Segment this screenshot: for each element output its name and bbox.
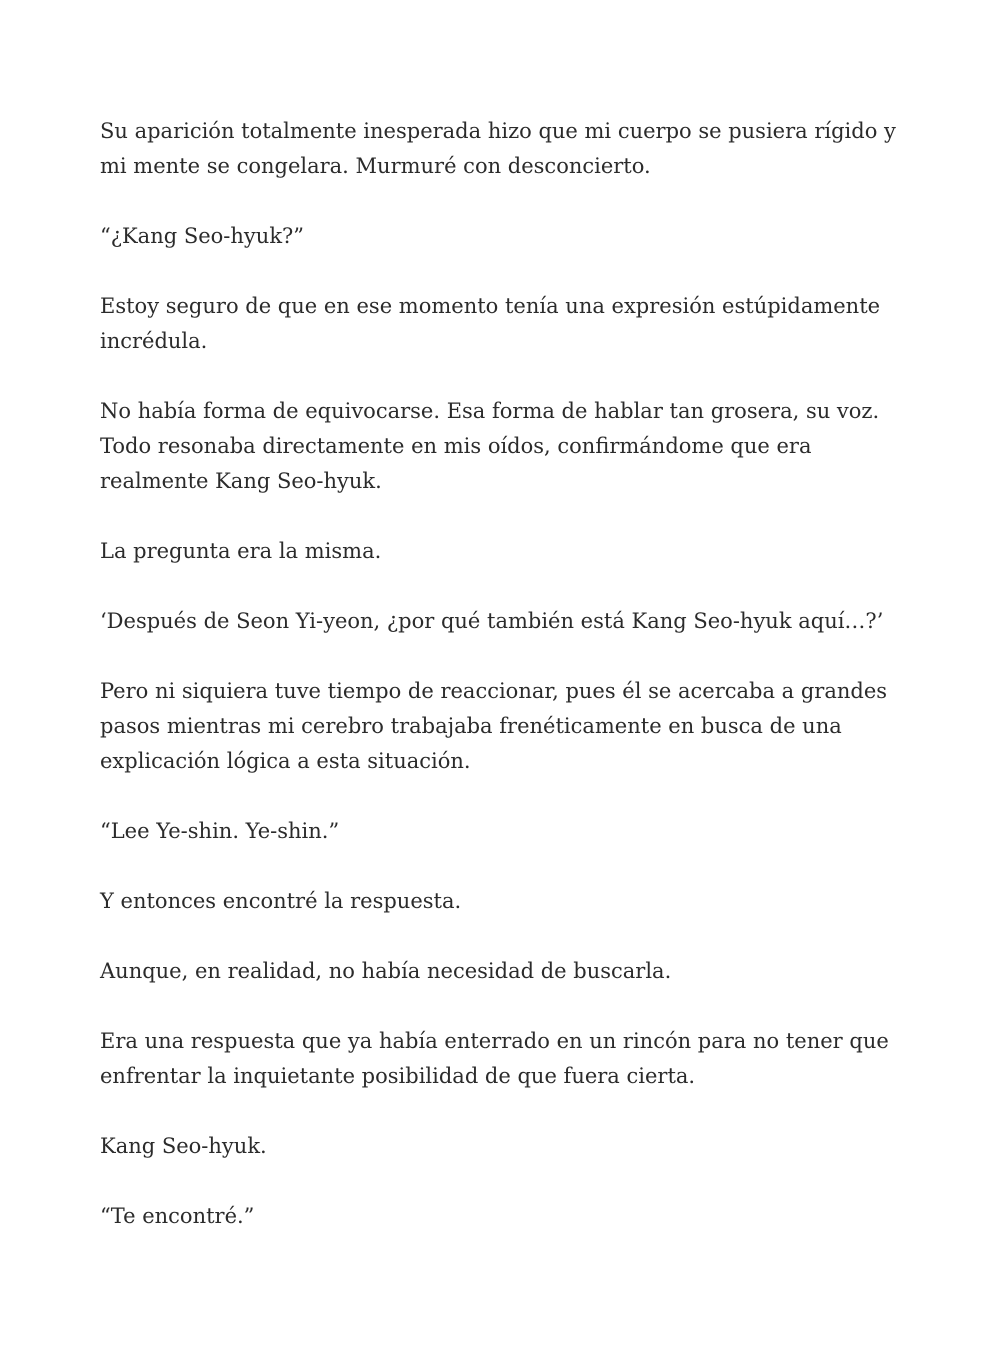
paragraph: “¿Kang Seo-hyuk?” <box>100 224 305 248</box>
paragraph: “Te encontré.” <box>100 1204 255 1228</box>
paragraph: Estoy seguro de que en ese momento tenía una expresión estúpidamente incrédula. <box>100 294 881 353</box>
paragraph: Su aparición totalmente inesperada hizo que mi cuerpo se pusiera rígido y mi mente se congelara. Murmuré con desconcierto. <box>100 119 896 178</box>
paragraph: No había forma de equivocarse. Esa forma de hablar tan grosera, su voz. Todo resonaba directamente en mis oídos, confirmándome que era realmente Kang Seo-hyuk. <box>100 399 880 493</box>
paragraph: La pregunta era la misma. <box>100 539 382 563</box>
paragraph: Kang Seo-hyuk. <box>100 1134 267 1158</box>
paragraph: ‘Después de Seon Yi-yeon, ¿por qué también está Kang Seo-hyuk aquí…?’ <box>100 609 884 633</box>
document-body <box>100 114 900 1269</box>
paragraph: Y entonces encontré la respuesta. <box>100 889 462 913</box>
paragraph: Aunque, en realidad, no había necesidad de buscarla. <box>100 959 672 983</box>
paragraph: “Lee Ye-shin. Ye-shin.” <box>100 819 340 843</box>
paragraph: Era una respuesta que ya había enterrado en un rincón para no tener que enfrentar la inquietante posibilidad de que fuera cierta. <box>100 1029 889 1088</box>
paragraph: Pero ni siquiera tuve tiempo de reaccionar, pues él se acercaba a grandes pasos mientras mi cerebro trabajaba frenéticamente en busca de una explicación lógica a esta situación. <box>100 679 888 773</box>
